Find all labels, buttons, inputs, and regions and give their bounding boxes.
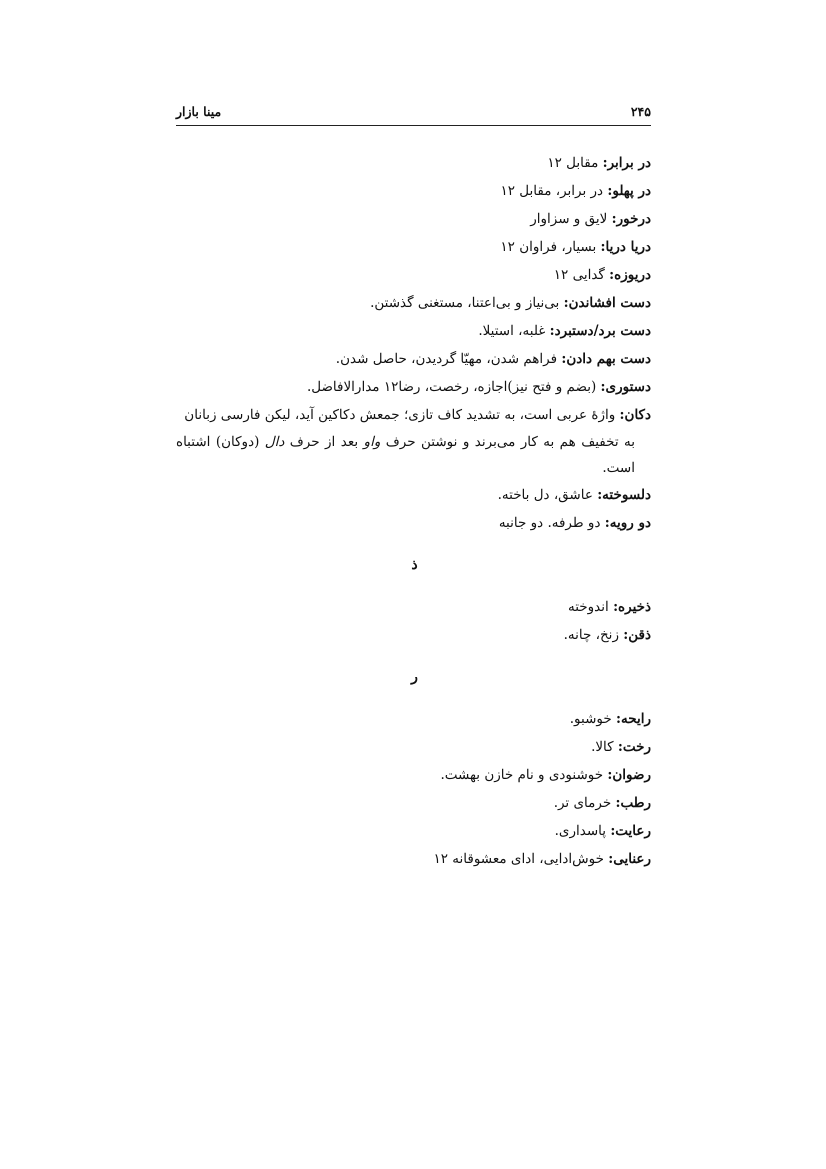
entry-reayat [176,817,651,845]
entry-head: دلسوخته: [597,487,651,503]
header-rule [176,125,651,126]
entry-head: رعنایی: [608,851,651,867]
page [176,0,651,1169]
entry-head: رطب: [615,795,651,811]
entry-text: (بضم و فتح نیز)اجازه، رخصت، رضا۱۲ مدارالافاضل. [306,379,601,395]
entry-head: رعایت: [610,823,651,839]
entry-daryuze [176,261,651,289]
entry-head: در پهلو: [607,183,651,199]
entry-text: بسیار، فراوان ۱۲ [500,239,601,255]
entry-ranayi [176,845,651,873]
entry-delsukhte [176,481,651,509]
entry-head: درخور: [611,211,651,227]
entry-italic: واو [363,434,381,450]
entry-text: دو طرفه. دو جانبه [498,515,605,531]
page-number: ۲۴۵ [630,104,651,119]
entry-head: رایحه: [616,711,651,727]
entry-head: دریوزه: [609,267,651,283]
entry-head: دست بهم دادن: [561,351,651,367]
entry-dasturi [176,373,651,401]
book-title: مینا بازار [176,104,222,119]
entry-text: خوشبو. [569,711,617,727]
entry-text: در برابر، مقابل ۱۲ [500,183,608,199]
entry-dokan [176,401,651,481]
entry-text: خوش‌ادایی، ادای معشوقانه ۱۲ [433,851,609,867]
entry-rakht [176,733,651,761]
entry-head: دست افشاندن: [563,295,651,311]
entry-text: به تخفیف هم به کار می‌برند و نوشتن حرف [380,434,636,450]
entry-text: مقابل ۱۲ [547,155,603,171]
entry-head: ذخیره: [613,599,651,615]
section-letter-zal [176,555,651,575]
entry-text: اندوخته [568,599,614,615]
entry-dastbord [176,317,651,345]
entry-text: واژهٔ عربی است، به تشدید کاف تازی؛ جمعش دکاکین آید، لیکن فارسی زبانان [184,407,620,423]
entry-head: دست برد/دستبرد: [549,323,651,339]
letter-heading: ذ [411,557,418,573]
entry-dast-baham-dadan [176,345,651,373]
entry-head: دکان: [619,407,651,423]
entry-text: گدایی ۱۲ [553,267,610,283]
entry-text: کالا. [591,739,618,755]
entry-darkhor [176,205,651,233]
entry-text: خوشنودی و نام خازن بهشت. [440,767,608,783]
entry-dast-afshandan [176,289,651,317]
entry-head: دو رویه: [604,515,651,531]
entry-darya-darya [176,233,651,261]
entry-dar-pahlu [176,177,651,205]
entry-head: در برابر: [602,155,651,171]
entry-head: ذقن: [623,627,651,643]
entry-text: لایق و سزاوار [530,211,612,227]
entry-text: فراهم شدن، مهیّا گردیدن، حاصل شدن. [335,351,562,367]
entry-text: غلبه، استیلا. [478,323,550,339]
entry-text: عاشق، دل باخته. [497,487,598,503]
entry-head: رضوان: [607,767,651,783]
entry-zakhire [176,593,651,621]
entry-rezvan [176,761,651,789]
entry-head: رخت: [617,739,651,755]
entry-rotab [176,789,651,817]
entry-text: خرمای تر. [553,795,616,811]
entry-text: بعد از حرف [284,434,364,450]
running-header [176,104,651,124]
entry-rayehe [176,705,651,733]
entry-dar-barabar [176,149,651,177]
entry-do-ruye [176,509,651,537]
entry-head: دستوری: [600,379,651,395]
section-letter-re [176,667,651,687]
entry-zaqan [176,621,651,649]
entry-text: (دوکان) اشتباه است. [176,434,635,476]
entry-head: دریا دریا: [600,239,651,255]
entry-line-2 [176,429,651,481]
letter-heading: ر [411,669,418,685]
entry-text: پاسداری. [554,823,611,839]
entry-text: بی‌نیاز و بی‌اعتنا، مستغنی گذشتن. [370,295,564,311]
glossary [176,149,651,873]
entry-italic: دال [264,434,285,450]
entry-line-1 [176,401,651,429]
entry-text: زنخ، چانه. [563,627,624,643]
